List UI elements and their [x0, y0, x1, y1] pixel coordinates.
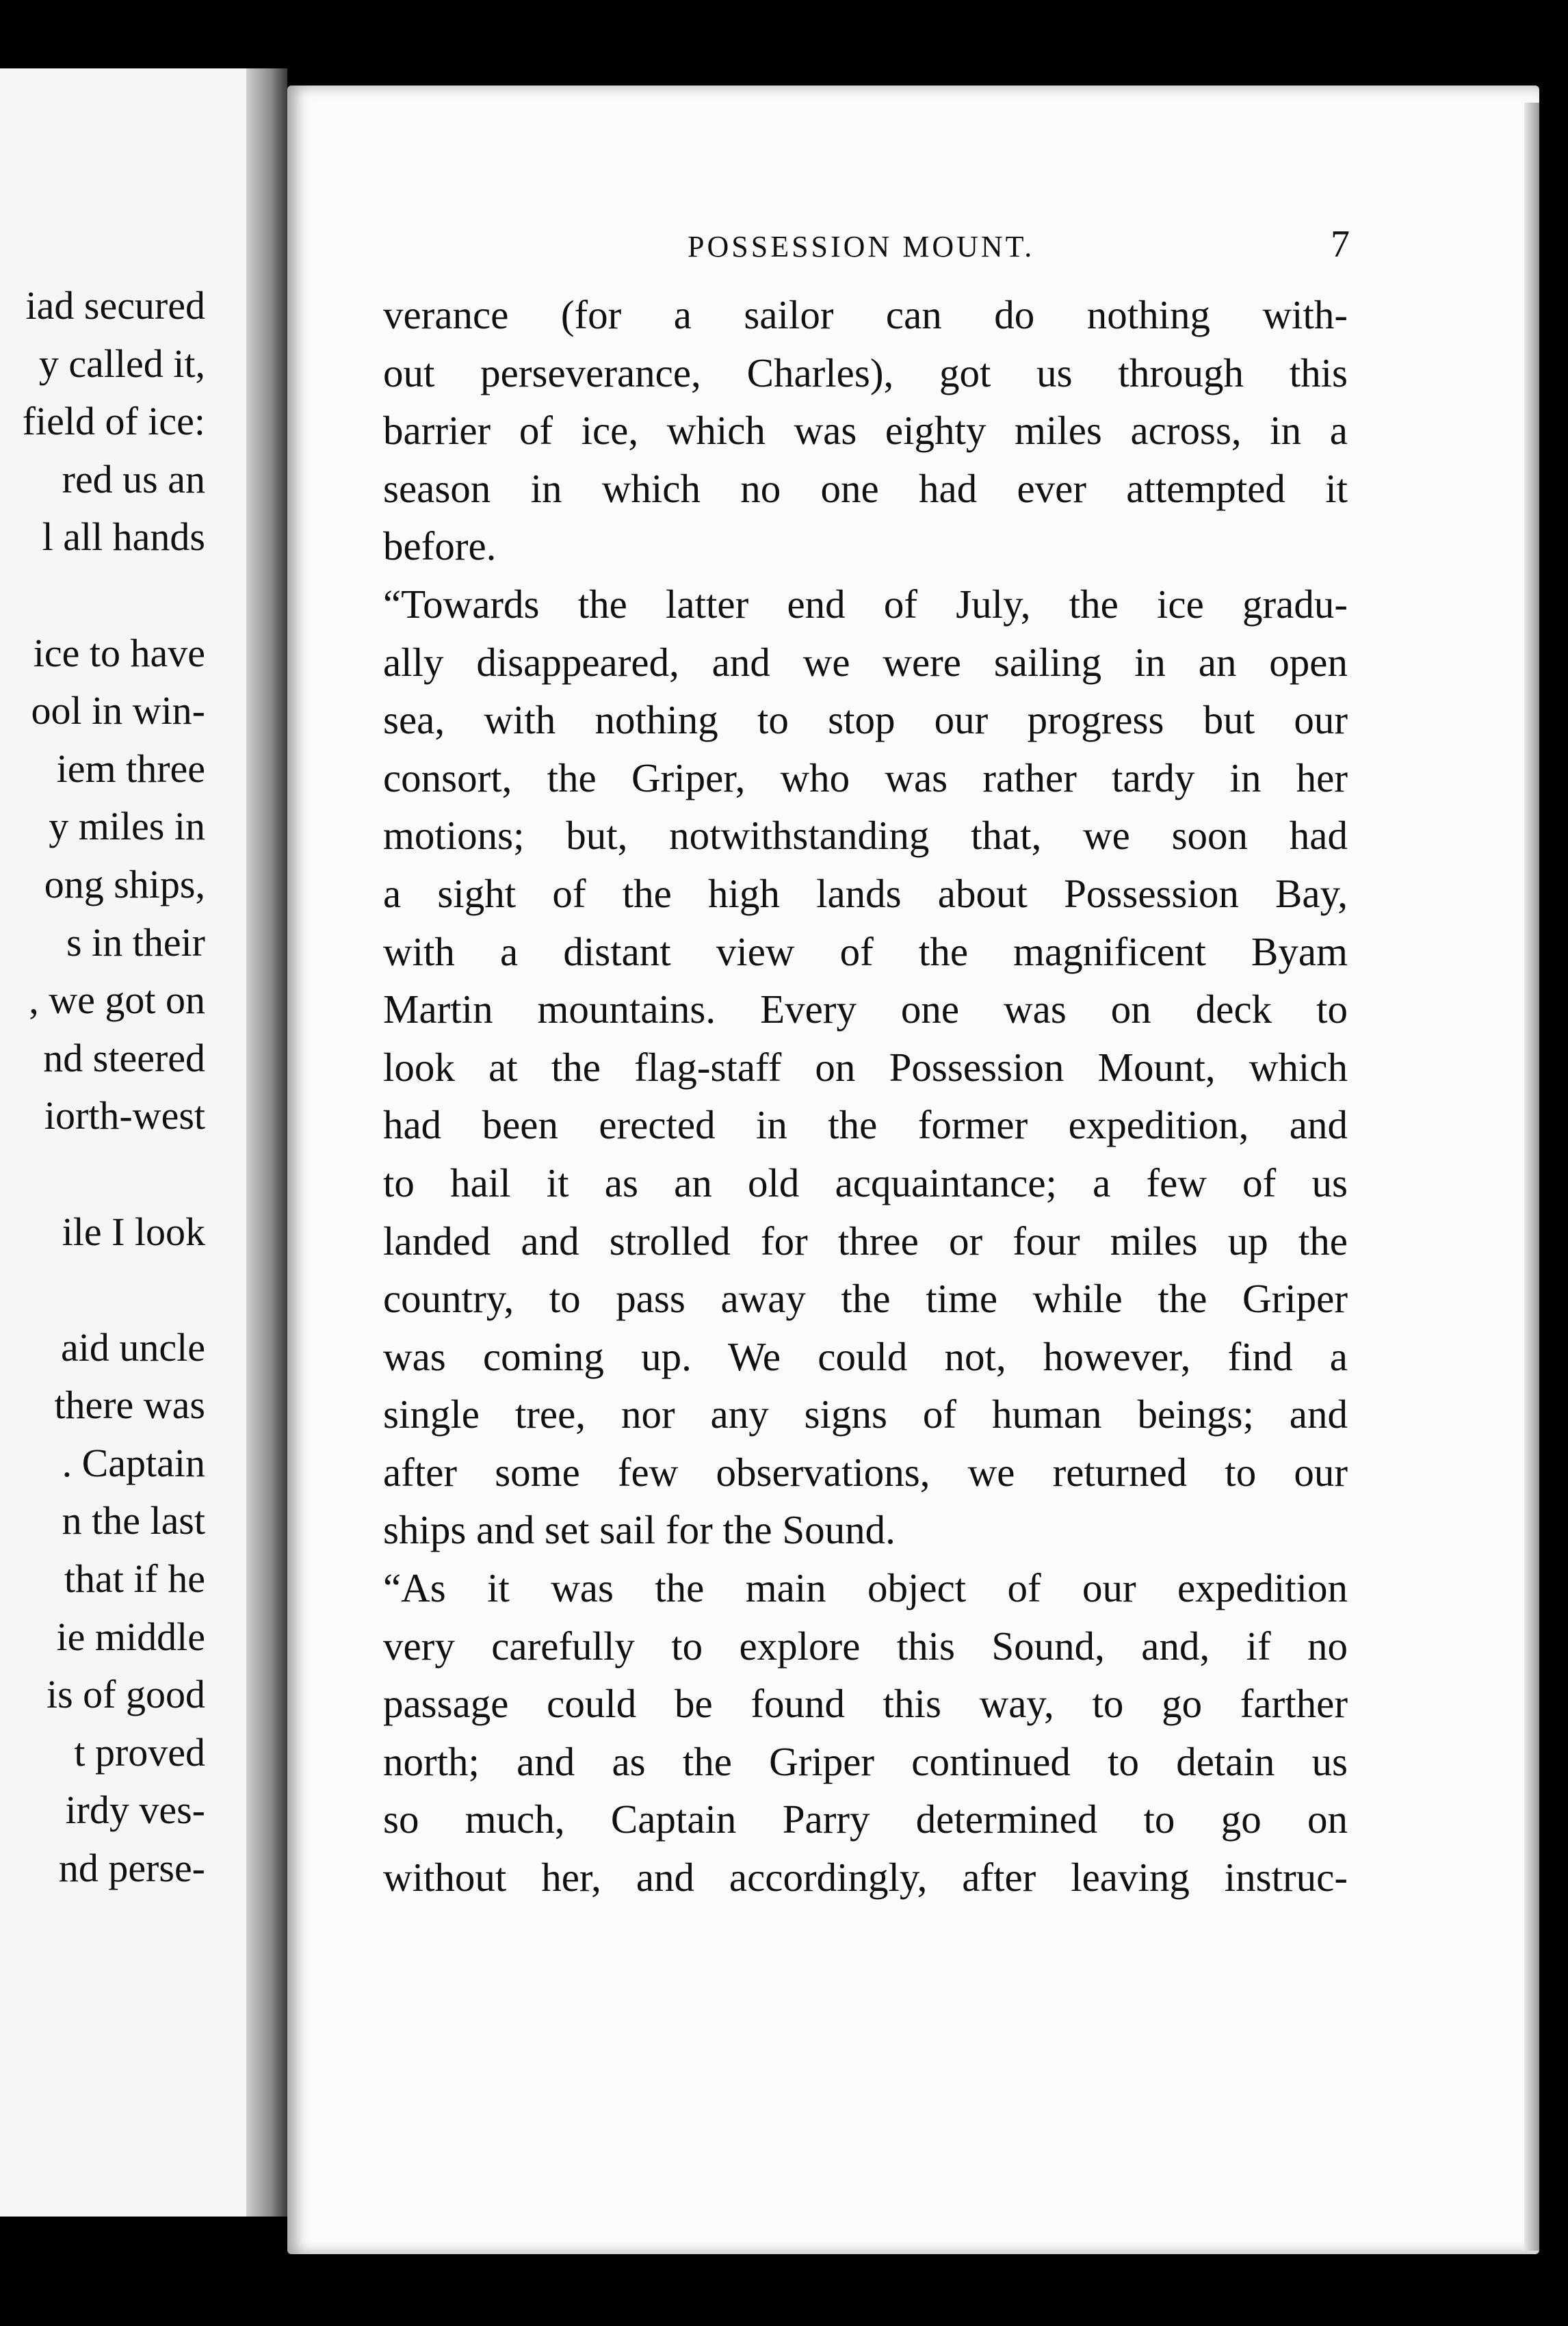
text-line: a sight of the high lands about Possession Bay, [383, 870, 1348, 916]
page-edge [1524, 103, 1539, 2251]
text-line: aid uncle [61, 1324, 205, 1370]
text-line: “As it was the main object of our expedition [383, 1565, 1348, 1611]
text-line: north; and as the Griper continued to detain us [383, 1738, 1348, 1784]
text-line: nd perse- [58, 1846, 205, 1891]
text-line: country, to pass away the time while the Griper [383, 1276, 1348, 1322]
text-line: t proved [74, 1729, 205, 1775]
text-line: l all hands [42, 514, 205, 560]
text-line: had been erected in the former expedition, and [383, 1102, 1348, 1148]
text-line: iad secured [25, 283, 205, 328]
text-line: ally disappeared, and we were sailing in an open [383, 639, 1348, 685]
text-line: is of good [47, 1672, 205, 1717]
text-line: out perseverance, Charles), got us through this [383, 350, 1348, 395]
running-head: POSSESSION MOUNT. [688, 230, 1035, 263]
text-line: look at the flag-staff on Possession Mount, which [383, 1044, 1348, 1090]
text-line [0, 1145, 205, 1203]
text-line: there was [54, 1383, 205, 1428]
text-line: after some few observations, we returned to our [383, 1449, 1348, 1495]
text-line: ong ships, [44, 861, 205, 906]
text-line: verance (for a sailor can do nothing with- [383, 292, 1348, 337]
text-line: Martin mountains. Every one was on deck to [383, 986, 1348, 1032]
text-line: , we got on [29, 978, 205, 1023]
page-body-text [383, 286, 1348, 1907]
text-line: very carefully to explore this Sound, and, if no [383, 1623, 1348, 1669]
text-line: ice to have [33, 630, 205, 675]
text-line: y called it, [38, 341, 205, 386]
text-line: passage could be found this way, to go farther [383, 1681, 1348, 1727]
text-line: . Captain [62, 1440, 205, 1485]
text-line [0, 566, 205, 625]
text-line: ships and set sail for the Sound. [383, 1507, 896, 1553]
text-line: barrier of ice, which was eighty miles across, in a [383, 408, 1348, 454]
text-line: with a distant view of the magnificent Byam [383, 928, 1348, 974]
text-line: field of ice: [22, 399, 205, 444]
text-line: ool in win- [31, 688, 205, 733]
text-line: red us an [62, 456, 205, 501]
text-line: single tree, nor any signs of human beings; and [383, 1391, 1348, 1437]
text-line: motions; but, notwithstanding that, we soon had [383, 813, 1348, 859]
text-line: nd steered [43, 1035, 205, 1080]
text-line: so much, Captain Parry determined to go on [383, 1796, 1348, 1842]
text-line: irdy ves- [65, 1788, 205, 1833]
text-line: iorth-west [44, 1093, 205, 1138]
book-gutter [246, 68, 287, 2217]
text-line: was coming up. We could not, however, find a [383, 1333, 1348, 1379]
text-line: ile I look [62, 1209, 205, 1254]
text-line: sea, with nothing to stop our progress but our [383, 697, 1348, 743]
text-line: ie middle [56, 1614, 205, 1659]
text-line: “Towards the latter end of July, the ice gradu- [383, 581, 1348, 627]
text-line: n the last [62, 1498, 205, 1543]
text-line: season in which no one had ever attempted it [383, 465, 1348, 511]
text-line: before. [383, 523, 497, 569]
text-line: without her, and accordingly, after leaving instruc- [383, 1855, 1348, 1900]
text-line: s in their [66, 919, 205, 965]
previous-page-text [0, 277, 205, 1898]
text-line: landed and strolled for three or four miles up the [383, 1218, 1348, 1264]
text-line: to hail it as an old acquaintance; a few of us [383, 1160, 1348, 1205]
text-line: y miles in [49, 804, 205, 849]
text-line: iem three [56, 746, 205, 791]
text-line: consort, the Griper, who was rather tardy in her [383, 755, 1348, 800]
page-number: 7 [1331, 223, 1350, 265]
text-line [0, 1261, 205, 1319]
text-line: that if he [64, 1556, 205, 1602]
